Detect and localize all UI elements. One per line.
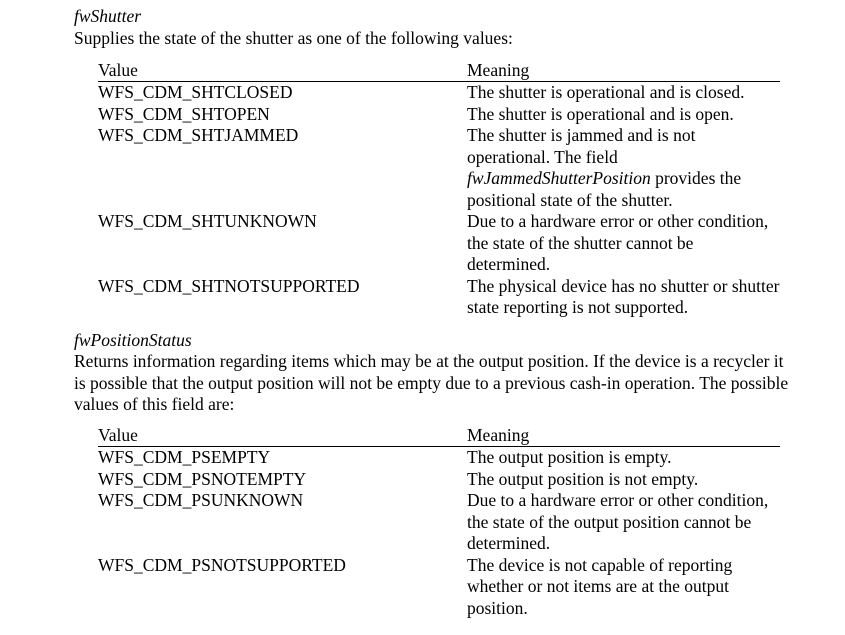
table-header (98, 60, 780, 82)
row-meaning: The output position is not empty. (467, 468, 699, 489)
column-header-meaning: Meaning (467, 60, 530, 80)
field-description-fwpositionstatus: Returns information regarding items which may be at the output position. If the device is a recycler it is possible that the output position will not be empty due to a previous cash-in operation. The possible values of this field are: (74, 351, 789, 414)
row-meaning (467, 125, 780, 211)
field-name-fwpositionstatus: fwPositionStatus (74, 330, 192, 350)
meaning-text: provides the positional state of the shutter. (467, 168, 742, 210)
row-value: WFS_CDM_PSNOTSUPPORTED (98, 554, 346, 575)
row-meaning: Due to a hardware error or other condition, the state of the output position cannot be determined. (467, 490, 769, 553)
table-row (98, 469, 780, 491)
table-row (98, 82, 780, 104)
row-value: WFS_CDM_PSEMPTY (98, 447, 271, 467)
row-meaning: The physical device has no shutter or shutter state reporting is not supported. (467, 275, 780, 317)
row-value: WFS_CDM_SHTOPEN (98, 103, 270, 124)
row-value: WFS_CDM_PSUNKNOWN (98, 490, 304, 510)
field-description-fwshutter: Supplies the state of the shutter as one of the following values: (74, 28, 513, 48)
table-row (98, 447, 780, 469)
row-meaning: The shutter is operational and is open. (467, 103, 734, 124)
table-row (98, 211, 780, 276)
column-header-value: Value (98, 425, 138, 445)
row-value: WFS_CDM_SHTUNKNOWN (98, 211, 317, 231)
column-header-meaning: Meaning (467, 425, 530, 445)
row-value: WFS_CDM_SHTJAMMED (98, 125, 299, 145)
row-meaning: The device is not capable of reporting whether or not items are at the output position. (467, 554, 733, 618)
values-table-fwpositionstatus (98, 425, 780, 619)
field-name-fwshutter: fwShutter (74, 6, 142, 26)
table-row (98, 276, 780, 319)
row-value: WFS_CDM_PSNOTEMPTY (98, 468, 307, 489)
table-row (98, 104, 780, 126)
field-reference: fwJammedShutterPosition (467, 168, 651, 188)
row-value: WFS_CDM_SHTCLOSED (98, 82, 293, 102)
row-value: WFS_CDM_SHTNOTSUPPORTED (98, 275, 360, 296)
meaning-text: The shutter is jammed and is not operational. The field (467, 125, 696, 167)
table-header (98, 425, 780, 447)
column-header-value: Value (98, 60, 138, 80)
table-row (98, 490, 780, 555)
row-meaning: Due to a hardware error or other condition, the state of the shutter cannot be determined. (467, 211, 769, 274)
table-row (98, 555, 780, 620)
row-meaning: The output position is empty. (467, 447, 672, 467)
values-table-fwshutter (98, 60, 780, 319)
row-meaning: The shutter is operational and is closed. (467, 82, 745, 102)
table-row (98, 125, 780, 211)
